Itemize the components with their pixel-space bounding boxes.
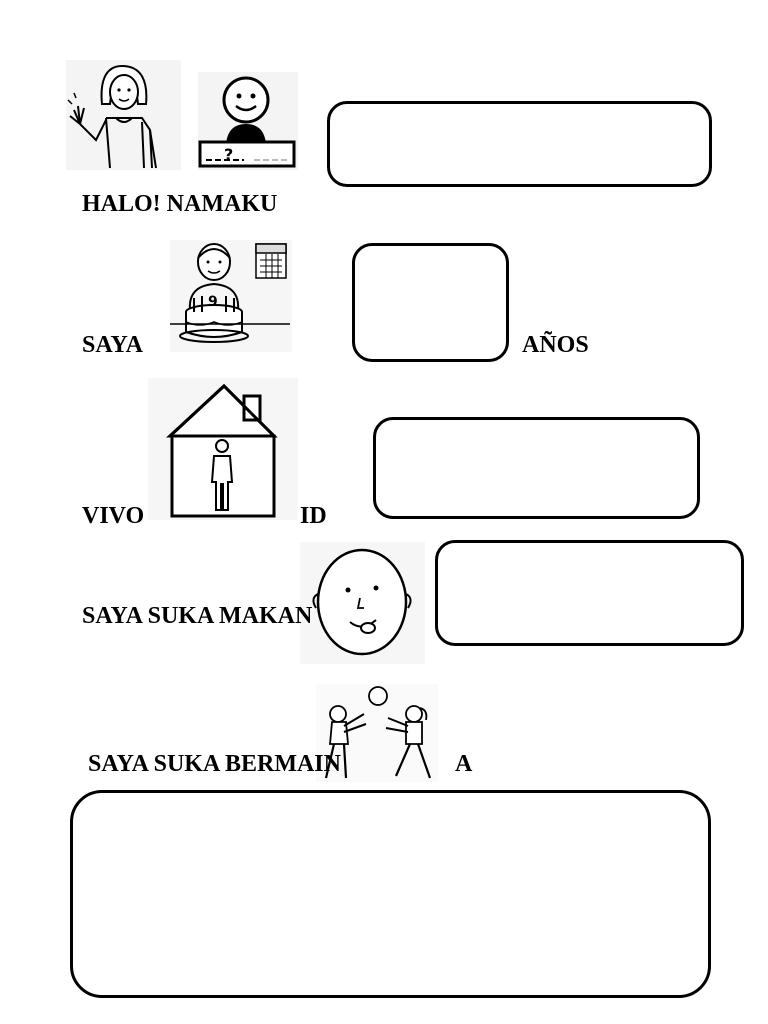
licking-lips-face-icon (300, 542, 425, 664)
name-answer-box[interactable] (327, 101, 712, 187)
waving-child-icon (66, 60, 181, 170)
name-label: HALO! NAMAKU (82, 191, 278, 217)
calendar-icon (256, 244, 286, 278)
food-answer-box[interactable] (435, 540, 744, 646)
name-tag-icon (198, 72, 298, 170)
cake-number: 9 (208, 294, 218, 310)
age-label-before: SAYA (82, 332, 143, 358)
house-with-person-icon (148, 378, 298, 520)
age-label-after: AÑOS (522, 332, 589, 358)
food-label: SAYA SUKA MAKAN (82, 603, 313, 629)
home-label-after: ID (300, 503, 327, 529)
home-answer-box[interactable] (373, 417, 700, 519)
play-label: SAYA SUKA BERMAIN (88, 751, 341, 777)
home-label-before: VIVO (82, 503, 145, 529)
play-answer-box[interactable] (70, 790, 711, 998)
birthday-cake-icon (170, 240, 292, 352)
play-label-after: A (455, 751, 473, 777)
name-tag-glyph: ? (224, 145, 234, 164)
age-answer-box[interactable] (352, 243, 509, 362)
